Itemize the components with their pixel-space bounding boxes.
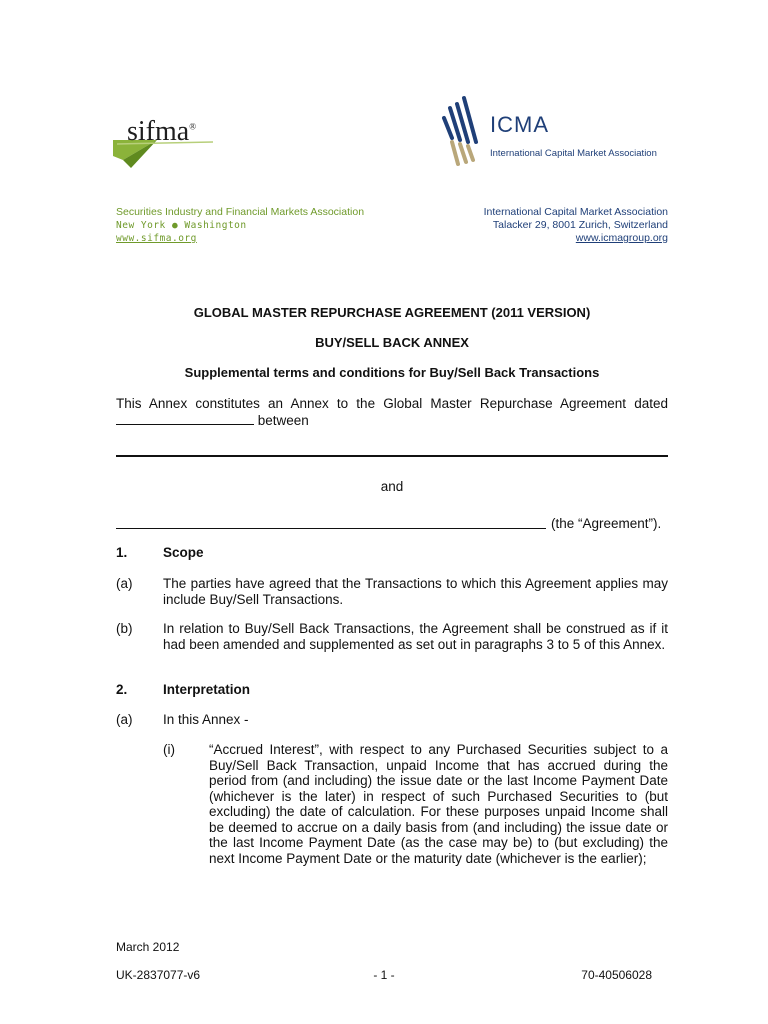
icma-website-link[interactable]: www.icmagroup.org	[575, 232, 668, 244]
icma-bars-mark	[438, 92, 488, 168]
clause-text: In this Annex -	[163, 712, 249, 727]
date-blank-line	[116, 412, 254, 425]
subclause-label: (i)	[163, 742, 175, 757]
clause-label: (a)	[116, 576, 133, 591]
icma-wordmark: ICMA	[490, 112, 549, 137]
clause-text: In relation to Buy/Sell Back Transactions, the Agreement shall be construed as if it had been amended and supplemented as set out in paragraphs 3 to 5 of this Annex.	[163, 621, 668, 652]
section-heading: Interpretation	[163, 682, 251, 697]
icma-address	[484, 206, 668, 245]
sifma-address-line2: New York ● Washington	[116, 220, 247, 231]
intro-text: This Annex constitutes an Annex to the Global Master Repurchase Agreement dated	[116, 396, 668, 411]
footer-document-reference: UK-2837077-v6	[116, 968, 201, 982]
document-subtitle: Supplemental terms and conditions for Buy/Sell Back Transactions	[184, 365, 600, 380]
section-heading: Scope	[163, 545, 204, 560]
icma-full-name: International Capital Market Association	[490, 148, 657, 159]
agreement-definition: (the “Agreement”).	[551, 516, 662, 531]
section-number: 2.	[116, 682, 128, 697]
sifma-address	[116, 206, 364, 245]
party-one-line	[116, 455, 668, 457]
footer-page-number: - 1 -	[373, 968, 395, 982]
sifma-website-link[interactable]: www.sifma.org	[116, 233, 197, 244]
and-separator: and	[380, 479, 404, 494]
icma-logo	[438, 92, 670, 168]
document-title: GLOBAL MASTER REPURCHASE AGREEMENT (2011 VERSION)	[193, 305, 591, 320]
intro-paragraph	[116, 396, 668, 428]
icma-address-line1: International Capital Market Association	[483, 206, 668, 218]
clause-label: (b)	[116, 621, 133, 636]
sifma-wordmark: sifma®	[127, 116, 197, 147]
intro-between: between	[257, 412, 309, 428]
section-number: 1.	[116, 545, 128, 560]
clause-text: The parties have agreed that the Transactions to which this Agreement applies may include Buy/Sell Transactions.	[163, 576, 668, 607]
footer-matter-reference: 70-40506028	[581, 968, 652, 982]
party-two-line	[116, 528, 546, 529]
footer-date: March 2012	[116, 940, 180, 954]
sifma-address-line1: Securities Industry and Financial Markets Association	[116, 206, 365, 218]
clause-label: (a)	[116, 712, 133, 727]
icma-address-line2: Talacker 29, 8001 Zurich, Switzerland	[492, 219, 668, 231]
subclause-text: “Accrued Interest”, with respect to any Purchased Securities subject to a Buy/Sell Back Transaction, unpaid Income that has accrued during the period from (and including) the issue date or the last Income Payment Date (whichever is the later) in respect of such Purchased Securities to (but excluding) the date of calculation. For these purposes unpaid Income shall be deemed to accrue on a daily basis from (and including) the issue date or the last Income Payment Date (as the case may be) to (but excluding) the next Income Payment Date or the maturity date (whichever is the earlier);	[209, 742, 668, 866]
annex-title: BUY/SELL BACK ANNEX	[315, 335, 469, 350]
sifma-logo	[113, 112, 225, 168]
